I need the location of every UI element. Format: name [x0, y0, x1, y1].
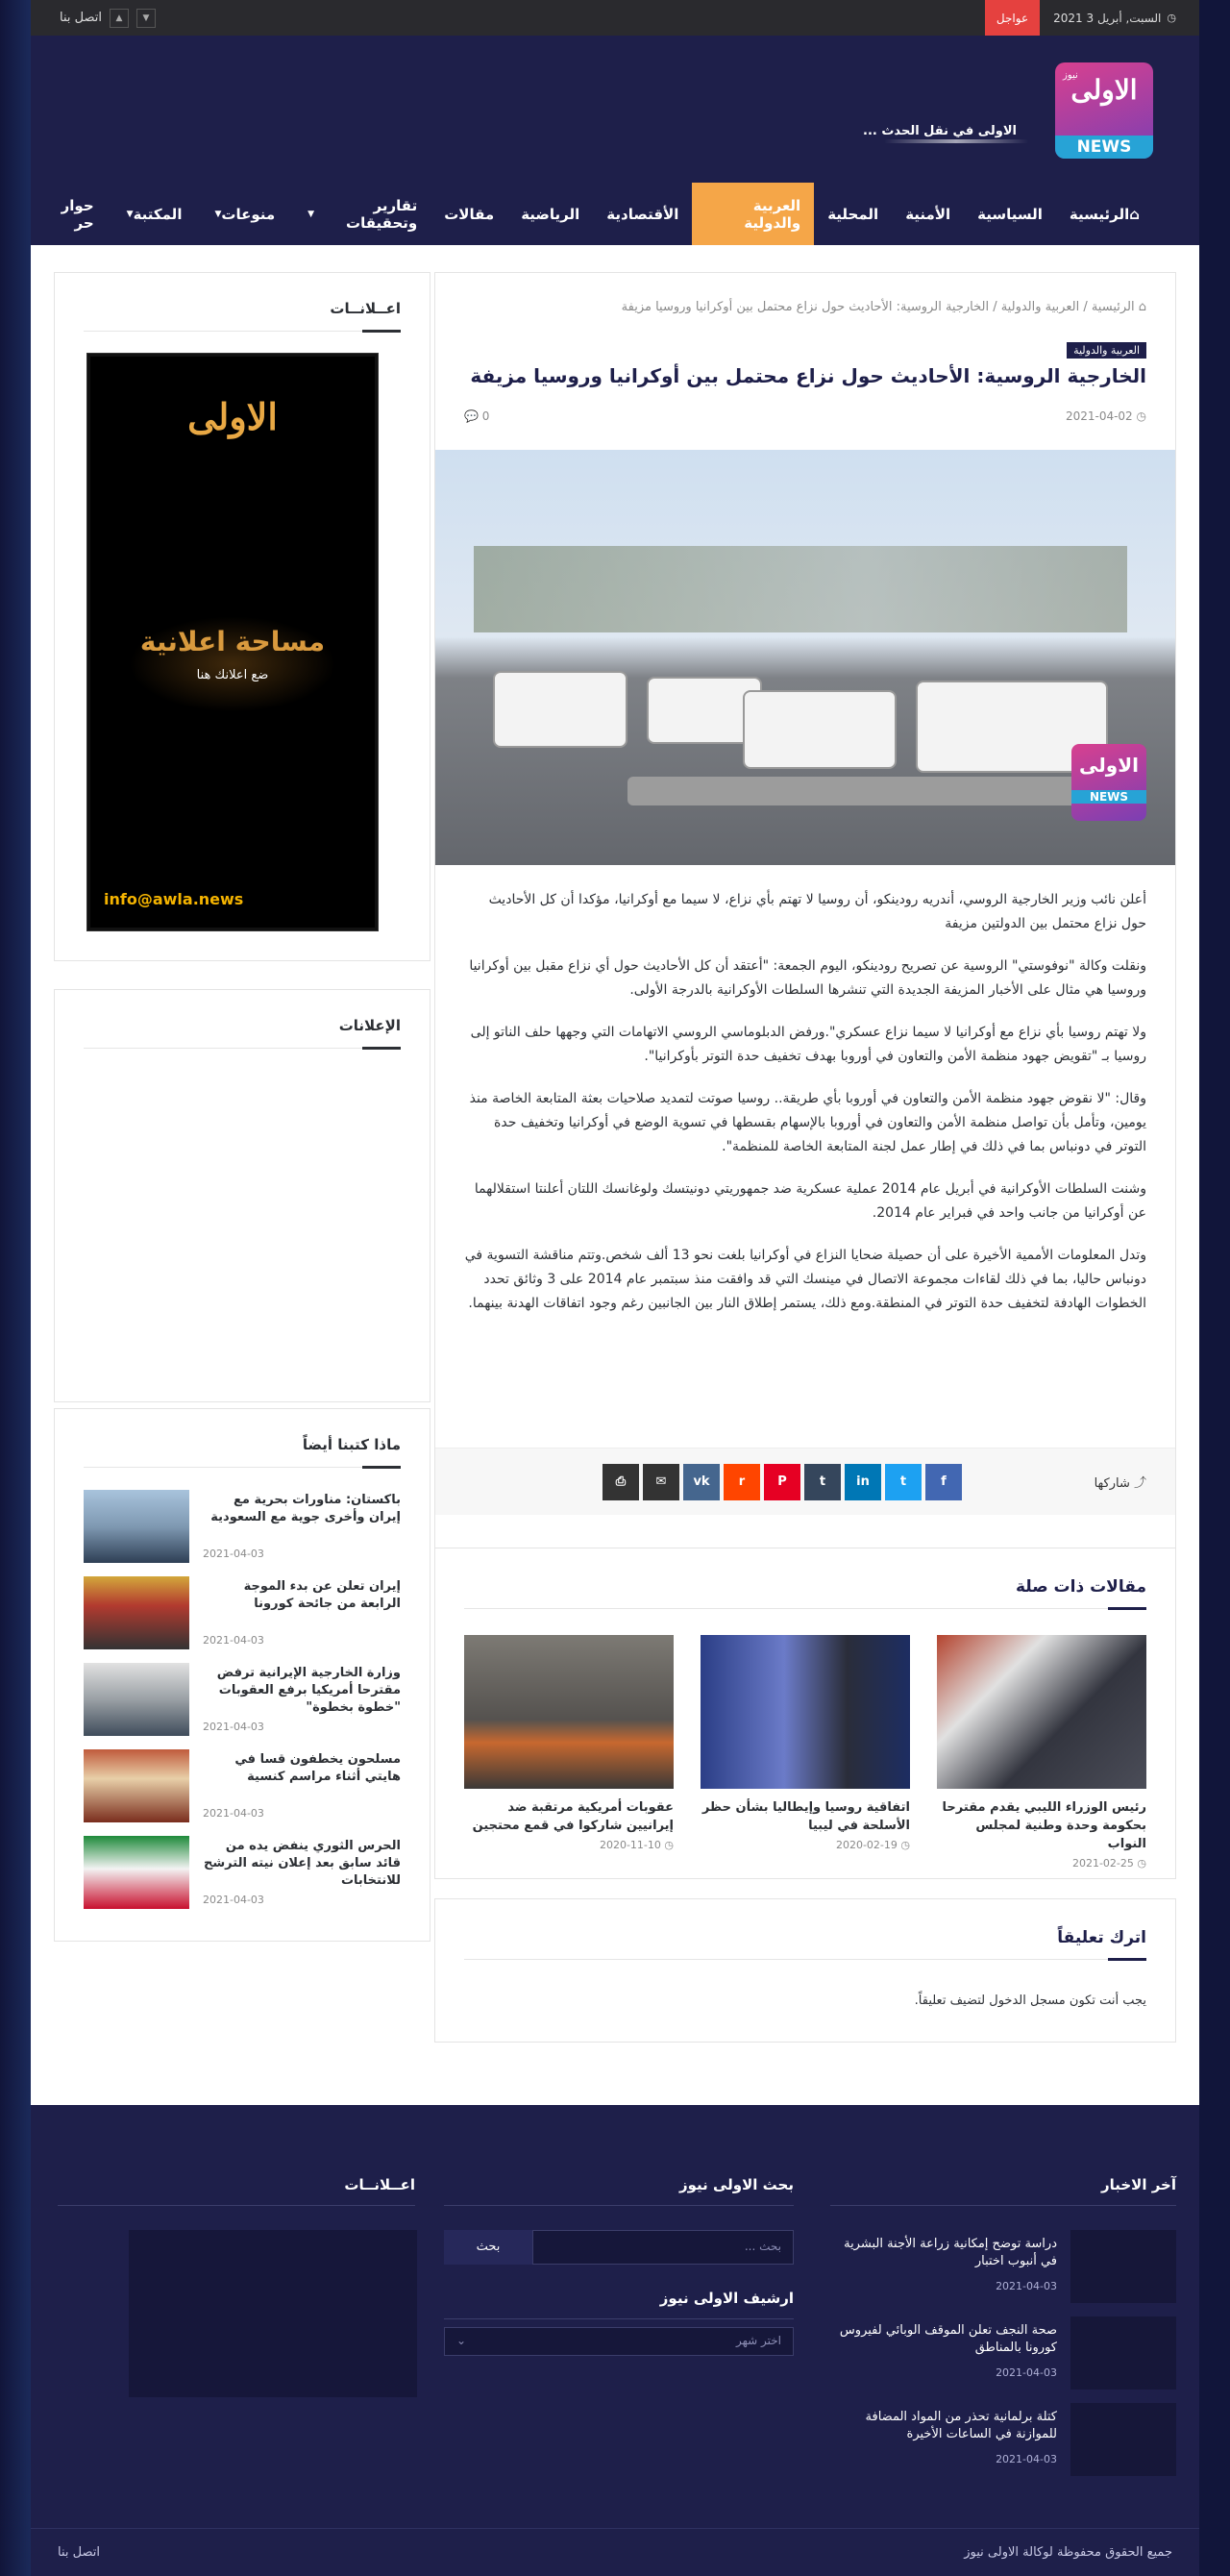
breadcrumb [622, 300, 1146, 314]
watermark-logo-news: NEWS [1071, 790, 1146, 804]
nav-item-label: حوار حر [61, 196, 94, 232]
ad-banner[interactable] [87, 354, 378, 930]
related-date-text: 2021-02-25 [1071, 1857, 1134, 1870]
footer-divider [444, 2318, 794, 2319]
featured-image [435, 450, 1175, 865]
nav-item-label: الأمنية [905, 205, 951, 223]
chevron-down-icon: ⌄ [456, 2334, 467, 2347]
sidebar-post-date: 2021-04-03 [203, 1721, 264, 1733]
tumblr-icon[interactable]: t [804, 1464, 841, 1500]
sidebar-post[interactable] [84, 1490, 401, 1567]
related-thumb[interactable] [937, 1635, 1146, 1789]
related-title: مقالات ذات صلة [1015, 1577, 1146, 1597]
sidebar-post-thumb[interactable] [84, 1836, 189, 1909]
clock-icon: ◷ [1132, 409, 1146, 423]
nav-item-label: السياسية [977, 205, 1043, 223]
chevron-up-icon[interactable]: ▲ [110, 9, 129, 28]
logo-text: الاولى [1070, 74, 1138, 106]
related-item[interactable] [937, 1635, 1146, 1870]
related-date-text: 2020-02-19 [835, 1839, 898, 1851]
footer-news-title[interactable]: كتلة برلمانية تحذر من المواد المضافة للموازنة في الساعات الأخيرة [865, 2410, 1057, 2441]
nav-item[interactable] [1056, 183, 1153, 245]
related-divider [464, 1608, 1146, 1609]
sidebar-post-title[interactable]: مسلحون يخطفون قسا في هايتي أثناء مراسم كنسية [234, 1752, 401, 1784]
nav-item-label: الرياضية [521, 205, 580, 223]
sidebar-ads-2 [54, 989, 430, 1402]
facebook-icon[interactable]: f [925, 1464, 962, 1500]
clock-icon: ◷ [1167, 12, 1176, 24]
footer-ad-box[interactable] [129, 2230, 417, 2397]
post-date: 2021-04-02 [1065, 409, 1133, 423]
related-thumb[interactable] [701, 1635, 910, 1789]
ad-logo: الاولى [187, 395, 278, 438]
sidebar-ads [54, 272, 430, 961]
related-item[interactable] [464, 1635, 674, 1851]
vk-icon[interactable]: vk [683, 1464, 720, 1500]
nav-item[interactable] [507, 183, 593, 245]
image-car-3 [743, 690, 897, 769]
nav-item[interactable] [593, 183, 692, 245]
nav-item[interactable] [892, 183, 964, 245]
footer-search-input[interactable]: بحث ... [532, 2230, 794, 2265]
sidebar-post-date: 2021-04-03 [203, 1894, 264, 1906]
sidebar-post-date: 2021-04-03 [203, 1807, 264, 1820]
email-icon[interactable]: ✉ [643, 1464, 679, 1500]
sidebar-ads-title: اعــلانــات [330, 300, 401, 317]
post-title: الخارجية الروسية: الأحاديث حول نزاع محتمل بين أوكرانيا وروسيا مزيفة [470, 364, 1146, 387]
image-trees [474, 546, 1127, 632]
related-item-title[interactable]: رئيس الوزراء الليبي يقدم مقترحا بحكومة وحدة وطنية لمجلس النواب [942, 1800, 1146, 1851]
category-tag[interactable]: العربية والدولية [1067, 342, 1146, 359]
top-date: السبت, أبريل 3 2021 [1053, 11, 1162, 25]
watermark-logo [1071, 744, 1146, 821]
share-label [1095, 1473, 1146, 1491]
footer-divider [58, 2205, 415, 2206]
footer-news-thumb[interactable] [1070, 2230, 1176, 2303]
footer-contact-link[interactable]: اتصل بنا [58, 2545, 100, 2560]
related-item-date: ◷ 2020-11-10 [599, 1839, 674, 1851]
linkedin-icon[interactable]: in [845, 1464, 881, 1500]
footer-archive-title: ارشيف الاولى نيوز [659, 2290, 794, 2307]
article-body [464, 888, 1146, 1334]
home-icon: ⌂ [1129, 205, 1140, 223]
related-item-date: ◷ 2021-02-25 [1071, 1857, 1146, 1870]
logo-small-text: نيوز [1063, 70, 1078, 81]
site-logo[interactable] [1055, 62, 1153, 159]
share-buttons [603, 1464, 962, 1500]
footer-news-date: 2021-04-03 [996, 2280, 1057, 2292]
logo-news-text: NEWS [1055, 136, 1153, 159]
related-item[interactable] [701, 1635, 910, 1851]
sidebar-post[interactable] [84, 1749, 401, 1826]
contact-link[interactable]: اتصل بنا [60, 11, 102, 25]
footer-news-thumb[interactable] [1070, 2316, 1176, 2390]
share-bar [435, 1448, 1175, 1515]
site-header [31, 36, 1199, 183]
nav-item[interactable] [288, 183, 430, 245]
sidebar-post-title[interactable]: الحرس الثوري ينفض يده من قائد سابق بعد إعلان نيته الترشح للانتخابات [204, 1839, 401, 1888]
sidebar-more-title: ماذا كتبنا أيضاً [302, 1436, 401, 1453]
nav-item[interactable] [108, 183, 196, 245]
sidebar-post-thumb[interactable] [84, 1490, 189, 1563]
nav-item-label: المحلية [827, 205, 879, 223]
nav-item[interactable] [430, 183, 507, 245]
related-articles [434, 1548, 1176, 1879]
chevron-down-icon: ▼ [126, 209, 134, 219]
nav-item[interactable] [964, 183, 1056, 245]
main-nav [31, 183, 1199, 245]
breadcrumb-text[interactable]: الرئيسية / العربية والدولية / الخارجية الروسية: الأحاديث حول نزاع محتمل بين أوكرانيا وروسيا مزيفة [621, 300, 1135, 314]
share-label-text: شاركها [1094, 1476, 1130, 1491]
footer-search-title: بحث الاولى نيوز [678, 2176, 794, 2193]
footer-latest-title: آخر الاخبار [1100, 2176, 1176, 2193]
footer-news-title[interactable]: دراسة توضح إمكانية زراعة الأجنة البشرية في أنبوب اختبار [844, 2237, 1057, 2268]
twitter-icon[interactable]: t [885, 1464, 922, 1500]
image-road-blocks [627, 777, 1127, 805]
chevron-down-icon: ▼ [308, 209, 315, 219]
sidebar-post[interactable] [84, 1663, 401, 1740]
nav-item[interactable] [692, 183, 814, 245]
sidebar-post-thumb[interactable] [84, 1576, 189, 1649]
comment-icon[interactable]: 💬 [464, 409, 482, 423]
comment-section [434, 1898, 1176, 2043]
comment-title: اترك تعليقاً [1057, 1928, 1146, 1947]
nav-item-label: منوعات [221, 205, 276, 223]
nav-item-label: الأقتصادية [606, 205, 679, 223]
footer-ads-title: اعــلانــات [344, 2176, 415, 2193]
ad-email[interactable]: info@awla.news [104, 890, 244, 908]
sidebar-post[interactable] [84, 1836, 401, 1913]
breaking-news-label[interactable]: عواجل [985, 0, 1040, 36]
sidebar-divider [84, 331, 401, 332]
sidebar-ads2-title: الإعلانات [338, 1017, 401, 1034]
top-bar [31, 0, 1199, 36]
footer-news-item[interactable] [830, 2403, 1176, 2476]
footer-news-thumb[interactable] [1070, 2403, 1176, 2476]
related-thumb[interactable] [464, 1635, 674, 1789]
nav-item-label: العربية والدولية [744, 196, 801, 232]
print-icon[interactable]: ⎙ [603, 1464, 639, 1500]
nav-item-label: تقارير وتحقيقات [346, 196, 418, 232]
article-paragraph: ونقلت وكالة "نوفوستي" الروسية عن تصريح رودينكو، اليوم الجمعة: "أعتقد أن كل الأحاديث حول أي نزاع مقبل بين أوكرانيا وروسيا هي مثال على الأخبار المزيفة الجديدة التي تنشرها السلطات الأوكرانية بالدرجة الأولى. [469, 958, 1146, 998]
ad-headline: مساحة اعلانية [139, 626, 326, 657]
nav-item[interactable] [814, 183, 892, 245]
sidebar-post-title[interactable]: باكستان: مناورات بحرية مع إيران وأخرى جوية مع السعودية [210, 1493, 401, 1524]
article-card [434, 272, 1176, 1560]
copyright-bar [31, 2528, 1199, 2576]
login-note[interactable]: يجب أنت تكون مسجل الدخول لتضيف تعليقاً. [914, 1994, 1146, 2008]
copyright-text: جميع الحقوق محفوظة لوكالة الاولى نيوز [964, 2545, 1172, 2560]
image-car-1 [493, 671, 627, 748]
related-date-text: 2020-11-10 [599, 1839, 661, 1851]
comments-count[interactable]: 0 [481, 409, 490, 423]
footer-news-title[interactable]: صحة النجف تعلن الموقف الوبائي لفيروس كورونا بالمناطق [839, 2323, 1057, 2355]
article-paragraph: أعلن نائب وزير الخارجية الروسي، أندريه رودينكو، أن روسيا لا تهتم بأي نزاع، لا سيما مع أوكرانيا، مؤكدا أن كل الأحاديث حول نزاع محتمل بين الدولتين مزيفة [488, 892, 1146, 931]
footer-search-button[interactable]: بحث [444, 2230, 532, 2265]
post-meta [464, 409, 1146, 423]
content-area [31, 245, 1199, 2105]
nav-item-label: مقالات [444, 205, 495, 223]
site-tagline: الاولى في نقل الحدث ... [863, 124, 1017, 138]
nav-item-label: الرئيسية [1069, 205, 1130, 223]
sidebar-post-date: 2021-04-03 [203, 1548, 264, 1560]
footer-news-item[interactable] [830, 2316, 1176, 2390]
archive-select-value: اختر شهر [735, 2334, 781, 2347]
article-paragraph: ولا تهتم روسيا بأي نزاع مع أوكرانيا لا سيما نزاع عسكري".ورفض الدبلوماسي الروسي الاتهامات التي وجهها حلف الناتو إلى روسيا بـ "تقويض جهود منظمة الأمن والتعاون في أوروبا بهدف تخفيف حدة التوتر بأوكرانيا". [470, 1025, 1146, 1064]
sidebar-post-title[interactable]: إيران تعلن عن بدء الموجة الرابعة من جائحة كورونا [243, 1579, 401, 1611]
footer [31, 2105, 1199, 2528]
chevron-down-icon[interactable]: ▼ [136, 9, 156, 28]
footer-divider [444, 2205, 794, 2206]
home-icon[interactable]: ⌂ [1134, 300, 1146, 314]
sidebar-post-title[interactable]: وزارة الخارجية الإيرانية ترفض مقترحا أمريكيا برفع العقوبات "خطوة بخطوة" [216, 1666, 401, 1715]
comment-divider [464, 1959, 1146, 1960]
reddit-icon[interactable]: r [724, 1464, 760, 1500]
footer-news-date: 2021-04-03 [996, 2453, 1057, 2465]
sidebar-post-thumb[interactable] [84, 1663, 189, 1736]
watermark-logo-text: الاولى [1079, 754, 1139, 777]
pinterest-icon[interactable]: P [764, 1464, 800, 1500]
chevron-down-icon: ▼ [214, 209, 222, 219]
sidebar-post-thumb[interactable] [84, 1749, 189, 1822]
footer-news-item[interactable] [830, 2230, 1176, 2303]
sidebar-post-date: 2021-04-03 [203, 1634, 264, 1647]
footer-news-date: 2021-04-03 [996, 2366, 1057, 2379]
footer-divider [830, 2205, 1176, 2206]
tagline-underline [884, 139, 1028, 143]
share-icon: ⤴ [1129, 1476, 1146, 1491]
sidebar-post[interactable] [84, 1576, 401, 1653]
archive-month-select[interactable] [444, 2327, 794, 2356]
sidebar-divider [84, 1467, 401, 1468]
nav-item[interactable] [195, 183, 288, 245]
article-paragraph: وتدل المعلومات الأممية الأخيرة على أن حصيلة ضحايا النزاع في أوكرانيا بلغت نحو 13 ألف شخص.وتتم مناقشة التسوية في دونباس حاليا، بما في ذلك لقاءات مجموعة الاتصال في مينسك التي قد وافقت منذ سبتمبر عام 2014 على 3 وثائق تحدد الخطوات الهادفة لتخفيف حدة التوتر في المنطقة.ومع ذلك، يستمر إطلاق النار بين الجانبين رغم وجود اتفاقات الهدنة بينهما. [464, 1248, 1146, 1311]
related-item-title[interactable]: اتفاقية روسيا وإيطاليا بشأن حظر الأسلحة في ليبيا [701, 1800, 910, 1833]
related-item-title[interactable]: عقوبات أمريكية مرتقبة ضد إيرانيين شاركوا في قمع محتجين [472, 1800, 674, 1833]
ad-subtext: ضع اعلانك هنا [196, 668, 269, 682]
nav-item-label: المكتبة [133, 205, 183, 223]
sidebar-divider [84, 1048, 401, 1049]
sidebar-more-posts [54, 1408, 430, 1942]
related-item-date: ◷ 2020-02-19 [835, 1839, 910, 1851]
article-paragraph: وشنت السلطات الأوكرانية في أبريل عام 2014 عملية عسكرية ضد جمهوريتي دونيتسك ولوغانسك اللتان أعلنتا استقلالهما عن أوكرانيا من جانب واحد في فبراير عام 2014. [474, 1181, 1146, 1221]
article-paragraph: وقال: "لا نقوض جهود منظمة الأمن والتعاون في أوروبا بأي طريقة.. روسيا صوتت لتمديد صلاحيات بعثة المتابعة الخاصة منذ يومين، وتأمل بأن تواصل منظمة الأمن والتعاون في أوروبا بالإسهام بقسطها في تسوية الوضع في أوكرانيا وتخفيف حدة التوتر في دونباس بما في ذلك في إطار عمل لجنة المتابعة الخاصة للمنظمة". [469, 1091, 1146, 1154]
nav-item[interactable] [31, 183, 108, 245]
